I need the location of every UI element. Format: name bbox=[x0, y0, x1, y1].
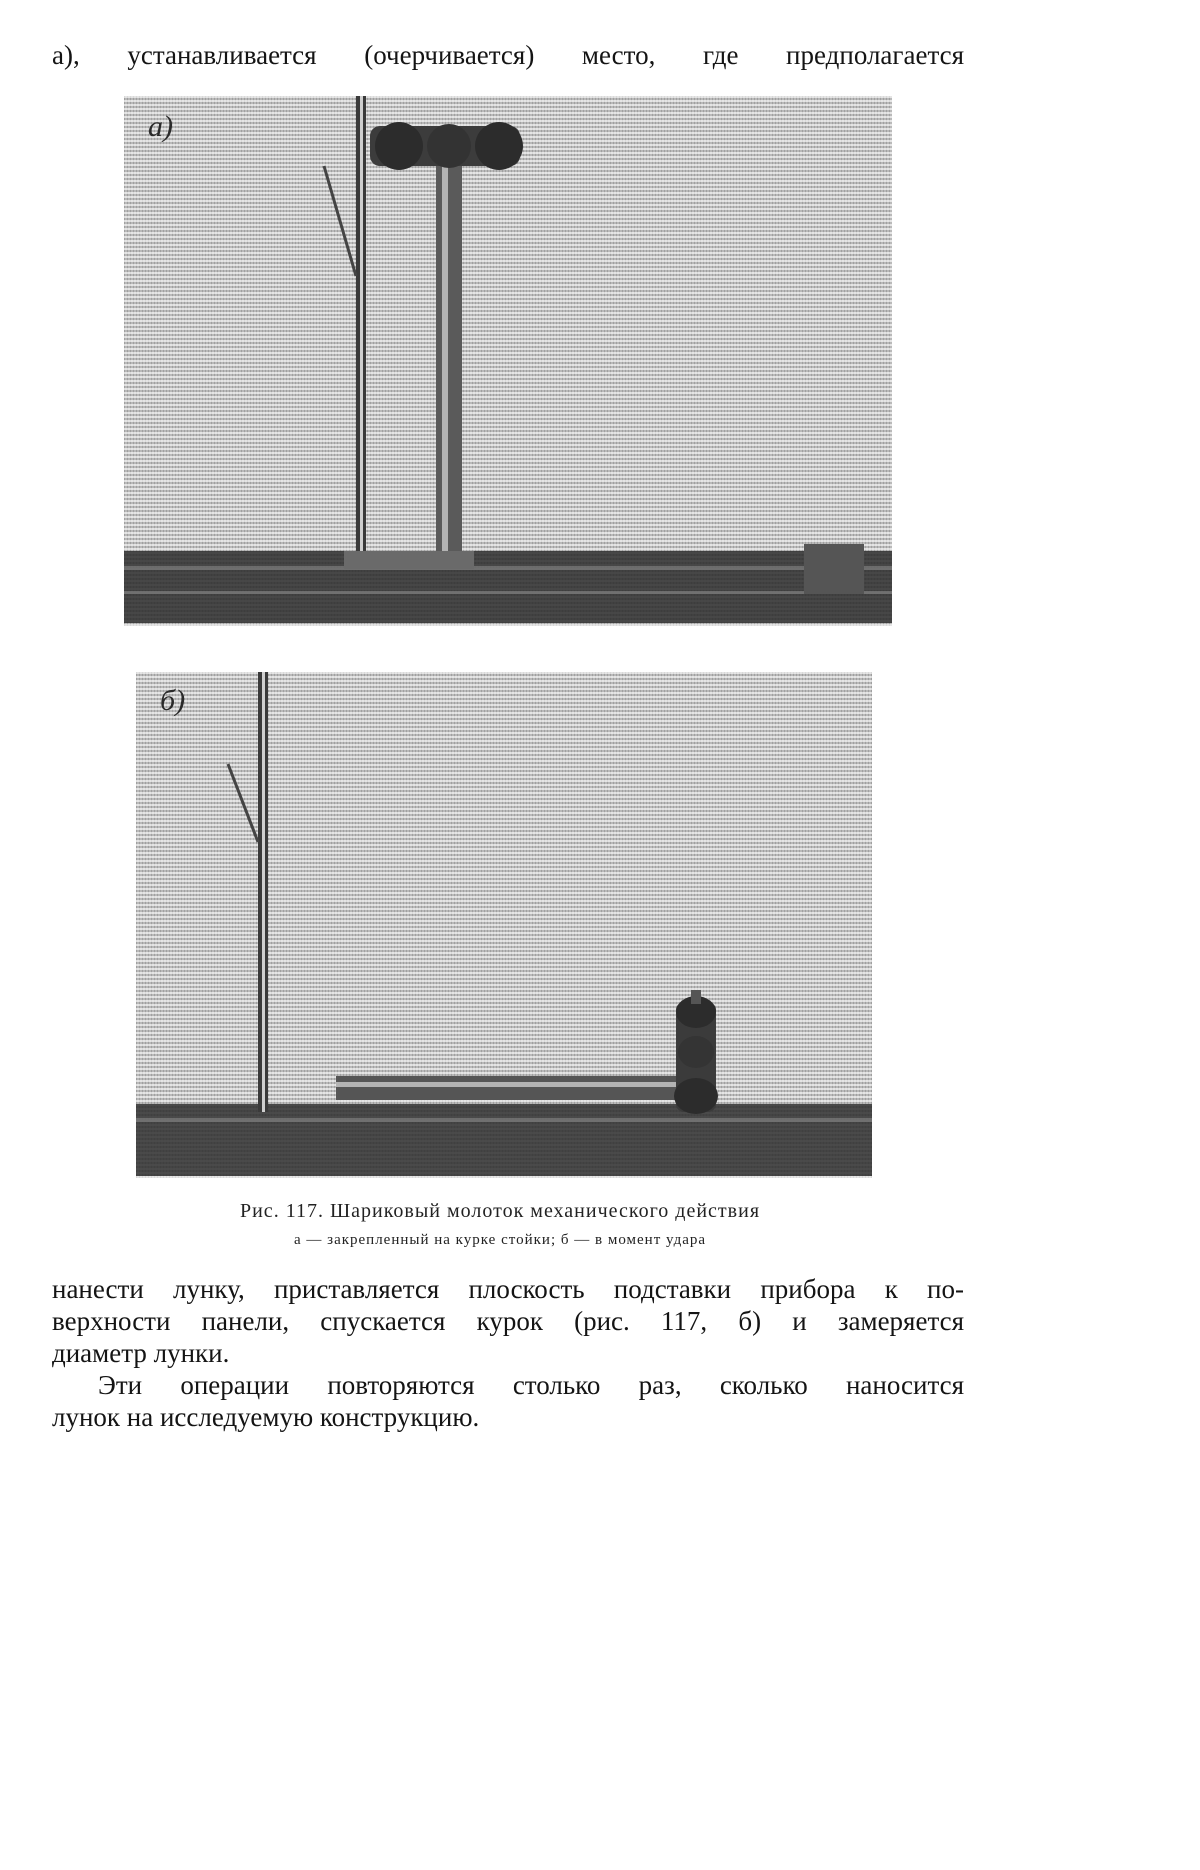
hammer-illustration-a bbox=[124, 96, 892, 626]
hammer-illustration-b bbox=[136, 672, 872, 1178]
text-line: лунок на исследуемую конструкцию. bbox=[52, 1402, 480, 1432]
panel-b-label: б) bbox=[160, 684, 186, 717]
figure-photo-a bbox=[124, 96, 892, 626]
text-line-paragraph-start: Эти операции повторяются столько раз, сколько наносится bbox=[98, 1370, 964, 1400]
text-line: диаметр лунки. bbox=[52, 1338, 230, 1368]
panel-a-label: а) bbox=[148, 110, 173, 143]
figure-photo-b bbox=[136, 672, 872, 1178]
figure-caption-subtitle: а — закрепленный на курке стойки; б — в момент удара bbox=[293, 1232, 707, 1248]
text-line: верхности панели, спускается курок (рис. 117, б) и замеряется bbox=[52, 1306, 964, 1336]
text-line-top: а), устанавливается (очерчивается) место, где предполагается bbox=[52, 40, 964, 70]
text-line: нанести лунку, приставляется плоскость подставки прибора к по- bbox=[52, 1274, 964, 1304]
figure-caption: Рис. 117. Шариковый молоток механического действия bbox=[239, 1200, 761, 1222]
